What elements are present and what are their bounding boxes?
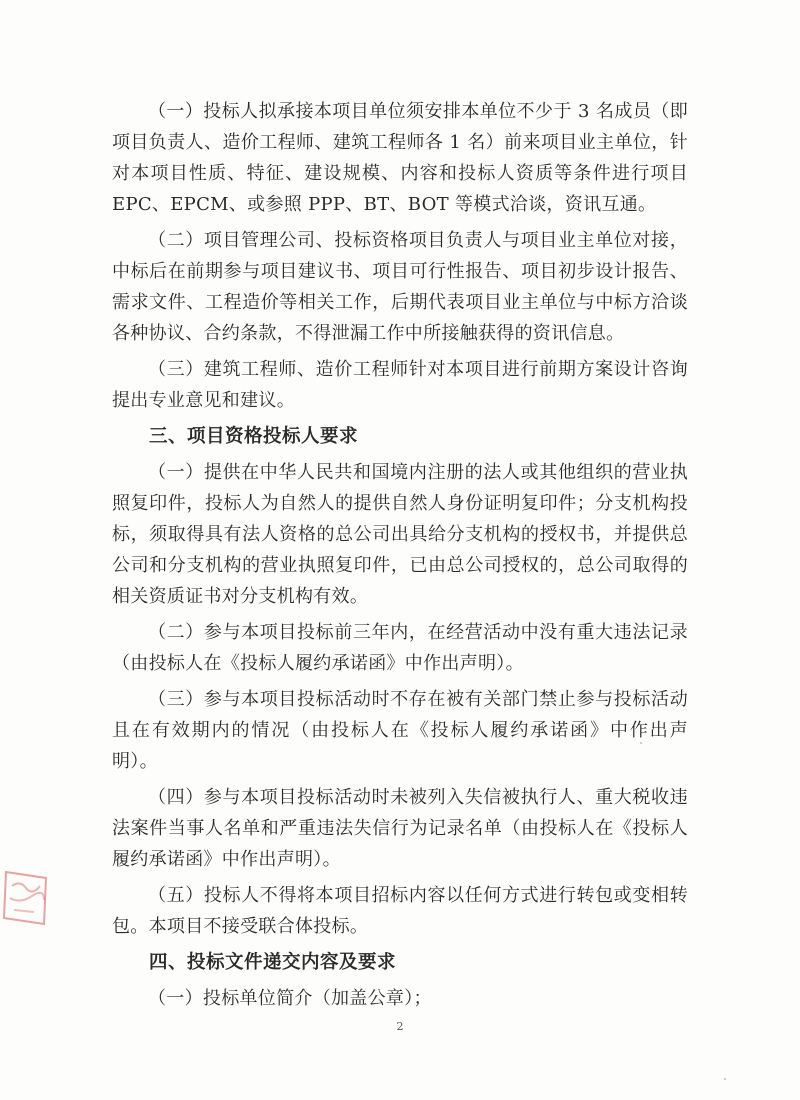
page-number: 2 — [396, 1020, 404, 1033]
scan-speck — [724, 1078, 726, 1080]
document-body — [112, 96, 688, 1019]
scan-speck — [640, 742, 642, 744]
paragraph-2: （二）项目管理公司、投标资格项目负责人与项目业主单位对接，中标后在前期参与项目建议书、项目可行性报告、项目初步设计报告、需求文件、工程造价等相关工作，后期代表项目业主单位与中标方洽谈各种协议、合约条款，不得泄漏工作中所接触获得的资讯信息。 — [112, 230, 688, 344]
paragraph-7: （四）参与本项目投标活动时未被列入失信被执行人、重大税收违法案件当事人名单和严重违法失信行为记录名单（由投标人在《投标人履约承诺函》中作出声明）。 — [112, 787, 688, 870]
section-heading-4: 四、投标文件递交内容及要求 — [149, 952, 397, 973]
seal-stamp-fragment — [0, 868, 52, 930]
paragraph-9: （一）投标单位简介（加盖公章）； — [148, 988, 432, 1009]
paragraph-5: （二）参与本项目投标前三年内，在经营活动中没有重大违法记录（由投标人在《投标人履约承诺函》中作出声明）。 — [112, 622, 688, 674]
paragraph-4: （一）提供在中华人民共和国境内注册的法人或其他组织的营业执照复印件，投标人为自然人的提供自然人身份证明复印件；分支机构投标，须取得具有法人资格的总公司出具给分支机构的授权书，并提供总公司和分支机构的营业执照复印件，已由总公司授权的，总公司取得的相关资质证书对分支机构有效。 — [112, 462, 688, 607]
paragraph-1: （一）投标人拟承接本项目单位须安排本单位不少于 3 名成员（即项目负责人、造价工程师、建筑工程师各 1 名）前来项目业主单位，针对本项目性质、特征、建设规模、内容和投标人资质等条件进行项目 EPC、EPCM、或参照 PPP、BT、BOT 等模式洽谈，资讯互通。 — [112, 101, 688, 215]
section-heading-3: 三、项目资格投标人要求 — [149, 426, 359, 447]
paragraph-3: （三）建筑工程师、造价工程师针对本项目进行前期方案设计咨询提出专业意见和建议。 — [112, 359, 688, 411]
paragraph-6: （三）参与本项目投标活动时不存在被有关部门禁止参与投标活动且在有效期内的情况（由投标人在《投标人履约承诺函》中作出声明）。 — [112, 689, 688, 772]
paragraph-8: （五）投标人不得将本项目招标内容以任何方式进行转包或变相转包。本项目不接受联合体投标。 — [112, 885, 688, 937]
